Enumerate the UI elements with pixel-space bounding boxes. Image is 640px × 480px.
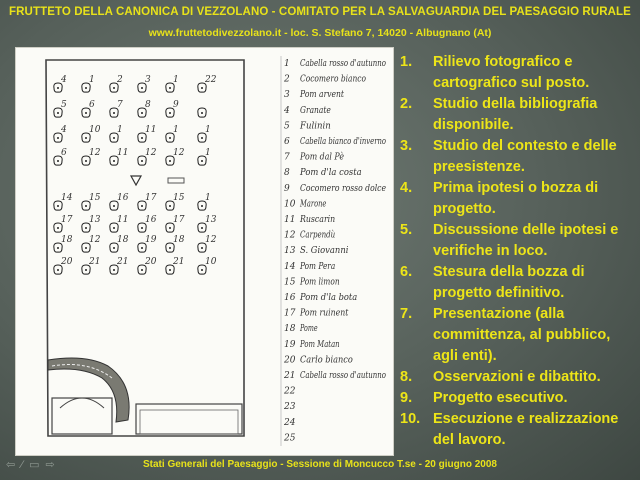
legend-number: 23 <box>284 402 296 413</box>
tree-symbol <box>82 75 95 92</box>
step-text: Rilievo fotografico e cartografico sul posto. <box>433 54 590 91</box>
tree-symbol <box>138 193 157 210</box>
step-item <box>400 388 636 409</box>
tree-number: 1 <box>205 125 211 135</box>
legend-number: 19 <box>284 339 296 350</box>
tree-number: 21 <box>89 257 101 267</box>
arrow-right-icon[interactable]: ⇨ <box>45 459 55 471</box>
tree-number: 21 <box>173 257 185 267</box>
step-item <box>400 220 636 262</box>
step-item <box>400 367 636 388</box>
legend-number: 15 <box>284 277 296 288</box>
legend-variety-name: Granate <box>300 105 331 116</box>
tree-number: 12 <box>145 148 157 158</box>
step-item <box>400 136 636 178</box>
legend-variety-name: Pom d'la costa <box>299 168 362 179</box>
tree-symbol <box>166 235 185 252</box>
slide-nav <box>6 459 55 471</box>
tree-symbol <box>54 148 67 165</box>
legend-number: 24 <box>284 417 296 428</box>
legend-variety-name: Pom ruinent <box>299 308 349 319</box>
legend-variety-name: Pom dal Pè <box>300 152 351 163</box>
legend-number: 20 <box>284 355 296 366</box>
legend-variety-name: Cocomero rosso dolce <box>300 183 386 194</box>
header-subtitle: www.fruttetodivezzolano.it - loc. S. Stefano 7, 14020 - Albugnano (At) <box>148 27 492 39</box>
tree-symbol <box>138 125 157 142</box>
tree-number: 15 <box>173 193 185 203</box>
tree-number: 10 <box>89 125 101 135</box>
pen-icon[interactable]: ∕ <box>21 459 24 471</box>
tree-symbol <box>54 100 67 117</box>
tree-symbol <box>138 100 151 117</box>
step-text: Esecuzione e realizzazione del lavoro. <box>433 411 619 448</box>
legend-variety-name: Carlo bianco <box>300 355 354 366</box>
ruined-wall <box>48 358 129 422</box>
tree-number: 4 <box>61 75 67 85</box>
tree-symbol <box>110 100 123 117</box>
tree-number: 15 <box>89 193 101 203</box>
tree-symbol <box>198 75 217 92</box>
well-symbol <box>131 176 141 185</box>
legend-variety-name: Fulinin <box>299 121 331 132</box>
tree-symbol <box>54 75 67 92</box>
tree-number: 7 <box>117 100 123 110</box>
step-item <box>400 262 636 304</box>
tree-number: 17 <box>145 193 157 203</box>
building-left <box>52 398 112 434</box>
step-number: 9. <box>400 390 413 406</box>
step-number: 1. <box>400 54 413 70</box>
legend-variety-name: Pom arvent <box>299 90 345 101</box>
tree-symbol <box>198 193 211 210</box>
tree-symbol <box>110 148 129 165</box>
tree-symbol <box>54 235 73 252</box>
tree-symbol <box>82 125 101 142</box>
step-text: Presentazione (alla committenza, al pubblico, agli enti). <box>433 306 611 364</box>
step-item <box>400 52 636 94</box>
tree-symbol <box>110 75 123 92</box>
tree-number: 1 <box>117 125 123 135</box>
tree-number: 21 <box>117 257 129 267</box>
legend-number: 14 <box>284 261 296 272</box>
tree-symbol <box>198 125 211 142</box>
legend-variety-name: Carpendù <box>300 230 345 241</box>
plan-legend <box>283 59 386 443</box>
legend-number: 25 <box>284 433 296 444</box>
legend-number: 3 <box>284 90 290 101</box>
legend-number: 18 <box>284 324 296 335</box>
tree-number: 12 <box>89 235 101 245</box>
tree-symbol <box>138 257 157 274</box>
step-text: Progetto esecutivo. <box>433 390 568 406</box>
tree-symbol <box>82 235 101 252</box>
legend-number: 11 <box>284 215 296 225</box>
tree-number: 13 <box>205 215 217 225</box>
legend-number: 6 <box>284 137 290 147</box>
tree-number: 2 <box>117 75 123 85</box>
step-text: Studio del contesto e delle preesistenze. <box>433 138 617 175</box>
tree-number: 16 <box>117 193 129 203</box>
legend-variety-name: Cabella bianco d'inverno <box>300 137 387 147</box>
step-text: Osservazioni e dibattito. <box>433 369 601 385</box>
legend-number: 5 <box>284 121 290 132</box>
step-text: Stesura della bozza di progetto definitivo. <box>433 264 585 301</box>
step-text: Studio della bibliografia disponibile. <box>433 96 598 133</box>
step-number: 5. <box>400 222 413 238</box>
step-item <box>400 178 636 220</box>
legend-number: 17 <box>284 308 296 319</box>
tree-symbol <box>82 100 95 117</box>
legend-number: 13 <box>284 246 296 257</box>
tree-symbol <box>54 215 73 232</box>
project-steps-list <box>400 52 636 451</box>
legend-number: 1 <box>284 59 290 69</box>
tree-symbol <box>82 215 101 232</box>
tree-symbol <box>138 148 157 165</box>
tree-symbol <box>54 257 73 274</box>
legend-variety-name: Pom limon <box>299 277 340 288</box>
tree-symbol <box>166 75 179 92</box>
tree-number: 1 <box>173 125 179 135</box>
tree-number: 17 <box>173 215 185 225</box>
step-number: 4. <box>400 180 413 196</box>
tree-number: 13 <box>89 215 101 225</box>
legend-variety-name: Pome <box>299 324 318 335</box>
tree-number: 8 <box>145 100 151 110</box>
step-text: Discussione delle ipotesi e verifiche in loco. <box>433 222 619 259</box>
legend-number: 22 <box>284 386 296 397</box>
legend-variety-name: Pom Matan <box>299 339 340 350</box>
legend-number: 10 <box>284 199 296 210</box>
tree-symbol <box>166 100 179 117</box>
tree-number: 20 <box>61 257 73 267</box>
tree-number: 6 <box>61 148 67 158</box>
tree-symbol <box>138 75 151 92</box>
tree-number: 12 <box>89 148 101 158</box>
tree-symbol <box>198 148 211 165</box>
legend-number: 2 <box>284 74 290 85</box>
tree-symbol <box>110 193 129 210</box>
plan-marker <box>168 178 184 183</box>
tree-number: 22 <box>205 75 217 85</box>
tree-number: 4 <box>61 125 67 135</box>
tree-number: 20 <box>145 257 157 267</box>
step-number: 7. <box>400 306 413 322</box>
tree-symbol <box>110 257 129 274</box>
legend-number: 4 <box>284 105 290 116</box>
legend-number: 16 <box>284 293 296 303</box>
legend-variety-name: Marone <box>299 199 327 210</box>
tree-symbol <box>54 125 67 142</box>
tree-number: 1 <box>205 148 211 158</box>
legend-number: 12 <box>284 230 296 241</box>
tree-number: 18 <box>117 235 129 245</box>
tree-number: 1 <box>89 75 95 85</box>
tree-symbol <box>82 193 101 210</box>
tree-symbol <box>166 148 185 165</box>
tree-symbol <box>82 257 101 274</box>
header-title: FRUTTETO DELLA CANONICA DI VEZZOLANO - COMITATO PER LA SALVAGUARDIA DEL PAESAGGIO RURALE <box>9 6 631 18</box>
tree-symbol <box>82 148 101 165</box>
tree-number: 11 <box>117 215 129 225</box>
tree-symbol <box>110 235 129 252</box>
legend-variety-name: Ruscarin <box>299 215 336 225</box>
step-item <box>400 94 636 136</box>
tree-symbol <box>110 125 123 142</box>
legend-variety-name: Pom d'la bota <box>299 293 358 303</box>
tree-symbol <box>198 215 217 232</box>
legend-number: 7 <box>284 152 290 163</box>
step-number: 8. <box>400 369 413 385</box>
tree-number: 9 <box>173 100 179 110</box>
tree-number: 12 <box>205 235 217 245</box>
step-number: 10. <box>400 411 421 427</box>
step-text: Prima ipotesi o bozza di progetto. <box>433 180 599 217</box>
step-item <box>400 409 636 451</box>
tree-number: 10 <box>205 257 217 267</box>
tree-symbol <box>198 108 206 117</box>
tree-number: 16 <box>145 215 157 225</box>
step-number: 2. <box>400 96 413 112</box>
step-item <box>400 304 636 367</box>
tree-number: 18 <box>173 235 185 245</box>
step-number: 3. <box>400 138 413 154</box>
legend-variety-name: S. Giovanni <box>300 246 349 257</box>
tree-number: 11 <box>145 125 157 135</box>
legend-variety-name: Cocomero bianco <box>300 74 367 85</box>
tree-number: 12 <box>173 148 185 158</box>
tree-symbol <box>54 193 73 210</box>
tree-symbol <box>198 257 217 274</box>
tree-number: 11 <box>117 148 129 158</box>
building-right <box>136 404 242 434</box>
legend-number: 9 <box>284 183 290 194</box>
building-arch <box>60 398 104 408</box>
tree-symbol <box>166 193 185 210</box>
tree-number: 3 <box>145 75 151 85</box>
tree-symbol <box>110 215 129 232</box>
tree-number: 1 <box>173 75 179 85</box>
tree-number: 18 <box>61 235 73 245</box>
tree-symbol <box>138 235 157 252</box>
tree-number: 17 <box>61 215 73 225</box>
legend-number: 21 <box>284 371 296 381</box>
orchard-plan-drawing <box>15 47 394 456</box>
tree-symbol <box>166 257 185 274</box>
arrow-left-icon[interactable]: ⇦ <box>6 459 16 471</box>
legend-variety-name: Cabella rosso d'autunno <box>300 371 387 381</box>
step-number: 6. <box>400 264 413 280</box>
tree-number: 14 <box>61 193 73 203</box>
building-right-inner <box>140 410 238 434</box>
footer-text: Stati Generali del Paesaggio - Sessione di Moncucco T.se - 20 giugno 2008 <box>143 459 497 470</box>
tree-number: 6 <box>89 100 95 110</box>
legend-variety-name: Cabella rosso d'autunno <box>300 59 387 69</box>
legend-variety-name: Pom Pera <box>299 261 336 272</box>
tree-symbol <box>138 215 157 232</box>
plan-svg <box>16 48 393 455</box>
tree-number: 1 <box>205 193 211 203</box>
tree-symbol <box>166 125 179 142</box>
tree-grid <box>54 75 217 274</box>
tree-symbol <box>198 235 217 252</box>
screen-icon[interactable]: ▭ <box>29 459 40 471</box>
tree-symbol <box>166 215 185 232</box>
tree-number: 19 <box>145 235 157 245</box>
legend-number: 8 <box>284 168 290 179</box>
tree-number: 5 <box>61 100 67 110</box>
